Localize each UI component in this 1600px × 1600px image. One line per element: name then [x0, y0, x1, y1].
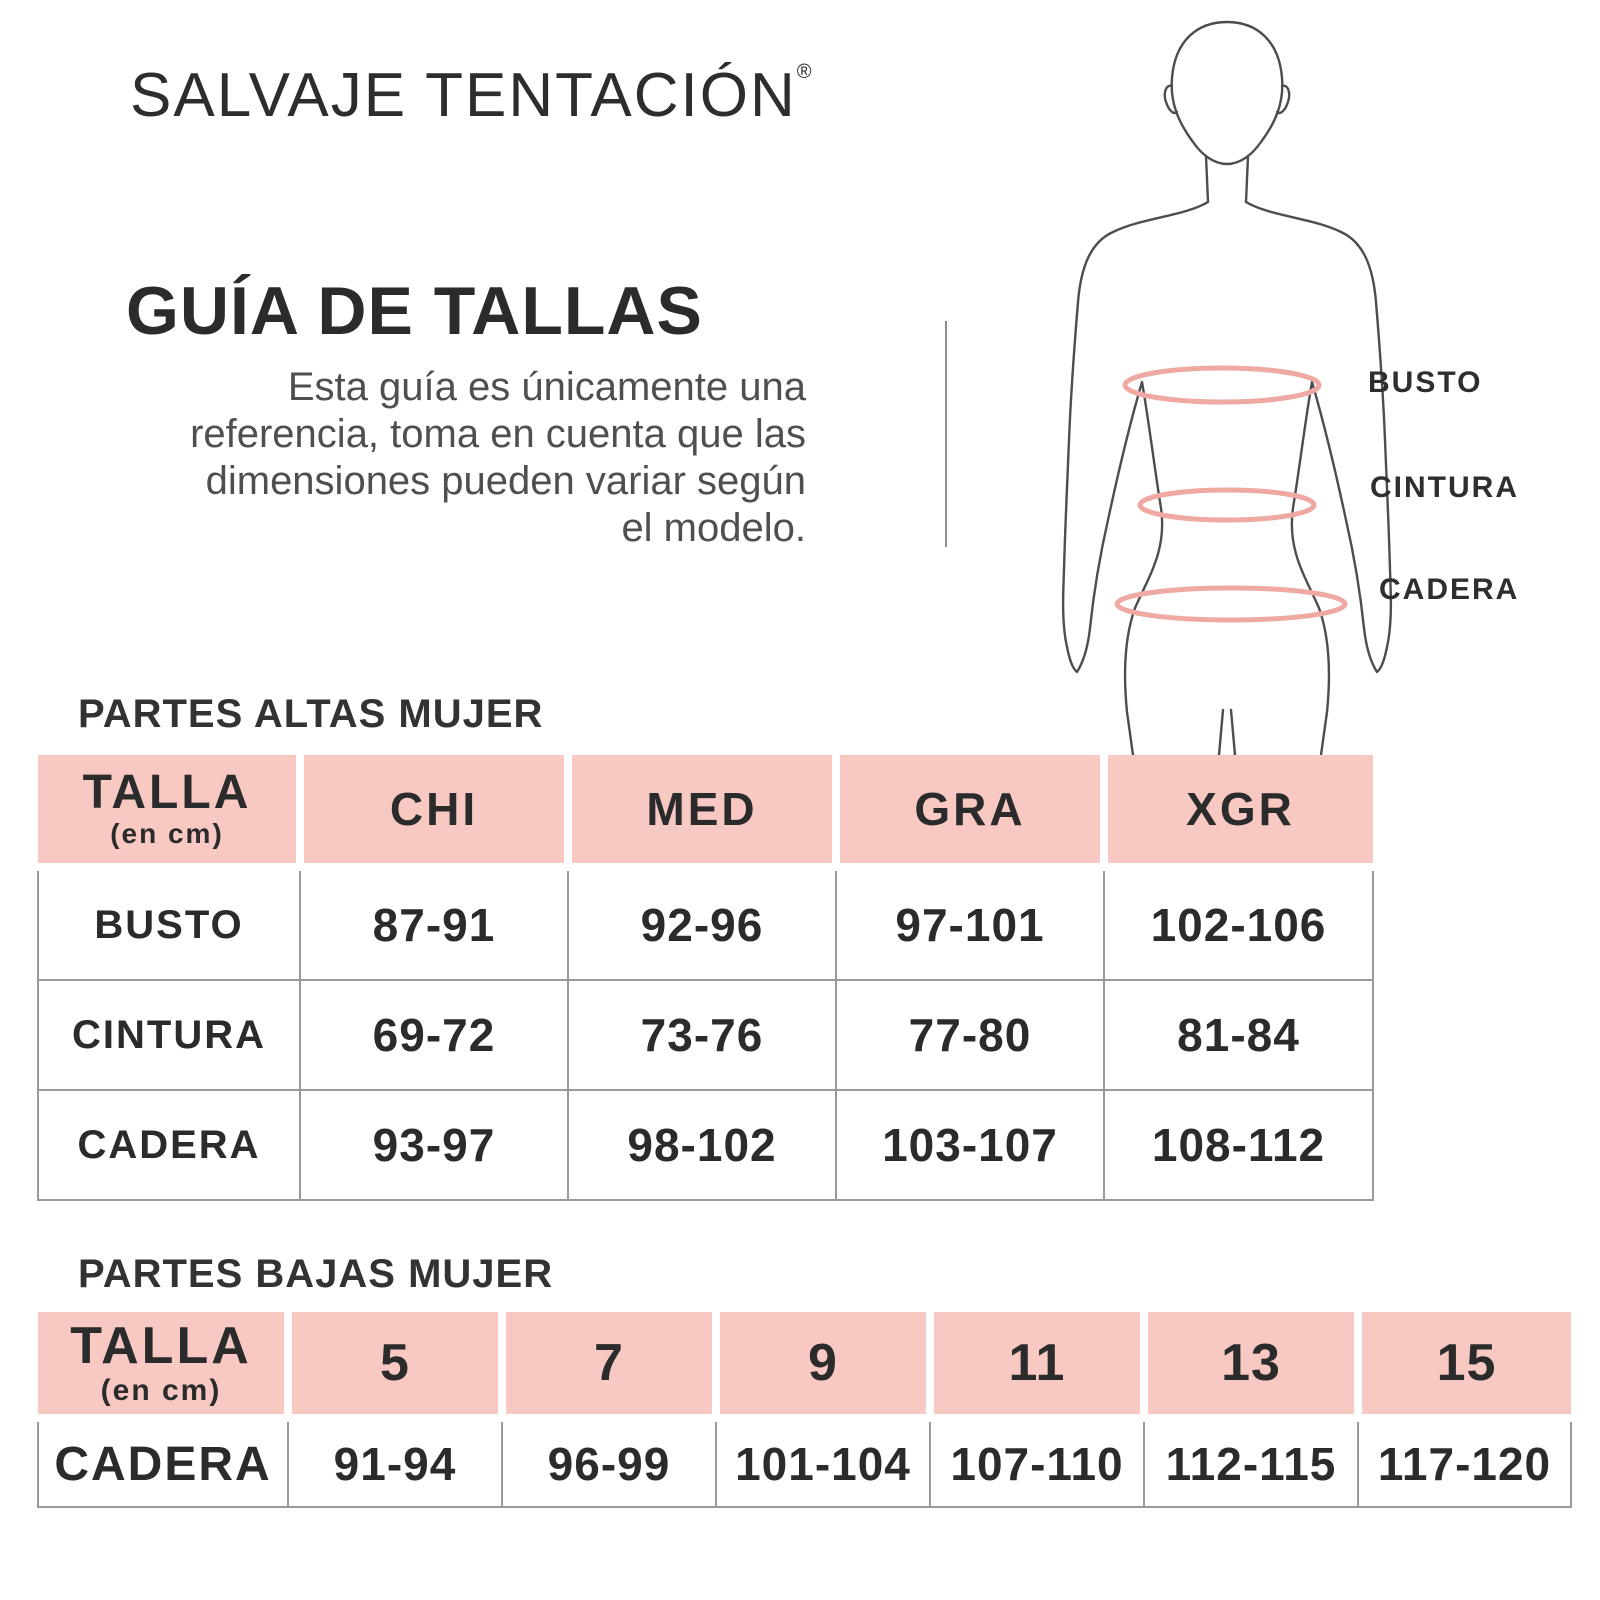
cell-value: 117-120 — [1358, 1418, 1571, 1507]
size-header-cell: 13 — [1144, 1312, 1358, 1418]
size-header-cell: CHI — [300, 755, 568, 867]
waist-label: CINTURA — [1370, 471, 1519, 504]
disclaimer-line: Esta guía es únicamente una — [287, 365, 806, 409]
row-label: CADERA — [38, 1090, 300, 1200]
hip-measure-ellipse — [1117, 588, 1345, 620]
table-row — [38, 1090, 1373, 1200]
talla-title: TALLA — [82, 766, 252, 820]
cell-value: 81-84 — [1104, 980, 1373, 1090]
cell-value: 73-76 — [568, 980, 836, 1090]
size-header-cell: MED — [568, 755, 836, 867]
size-header-cell: GRA — [836, 755, 1104, 867]
cell-value: 87-91 — [300, 867, 568, 980]
tops-size-table — [37, 755, 1374, 1201]
row-label: CADERA — [38, 1418, 288, 1507]
table-row — [38, 1418, 1571, 1507]
cell-value: 98-102 — [568, 1090, 836, 1200]
section-title-bottoms: PARTES BAJAS MUJER — [78, 1252, 554, 1296]
brand-wordmark — [130, 60, 812, 131]
cell-value: 77-80 — [836, 980, 1104, 1090]
hip-label: CADERA — [1379, 573, 1520, 606]
disclaimer-line: referencia, toma en cuenta que las — [190, 412, 806, 456]
row-label: CINTURA — [38, 980, 300, 1090]
bust-label: BUSTO — [1368, 366, 1483, 399]
size-header-cell: 7 — [502, 1312, 716, 1418]
table-header-row — [38, 1312, 1571, 1418]
disclaimer-line: el modelo. — [621, 506, 806, 550]
table-row — [38, 867, 1373, 980]
cell-value: 97-101 — [836, 867, 1104, 980]
size-header-cell: 9 — [716, 1312, 930, 1418]
bust-measure-ellipse — [1125, 368, 1319, 402]
page-title: GUÍA DE TALLAS — [126, 273, 703, 349]
size-header-cell: 11 — [930, 1312, 1144, 1418]
talla-unit: (en cm) — [110, 817, 224, 849]
talla-unit: (en cm) — [100, 1373, 222, 1407]
cell-value: 93-97 — [300, 1090, 568, 1200]
bottoms-size-table — [37, 1312, 1572, 1508]
talla-header-cell — [38, 755, 300, 867]
size-header-cell: 15 — [1358, 1312, 1571, 1418]
cell-value: 102-106 — [1104, 867, 1373, 980]
cell-value: 107-110 — [930, 1418, 1144, 1507]
registered-trademark-icon: ® — [796, 61, 812, 83]
cell-value: 96-99 — [502, 1418, 716, 1507]
table-row — [38, 980, 1373, 1090]
vertical-divider — [945, 321, 947, 547]
female-body-silhouette — [1020, 10, 1420, 755]
cell-value: 92-96 — [568, 867, 836, 980]
guide-disclaimer — [90, 364, 806, 552]
talla-header-cell — [38, 1312, 288, 1418]
row-label: BUSTO — [38, 867, 300, 980]
talla-title: TALLA — [70, 1317, 252, 1376]
cell-value: 101-104 — [716, 1418, 930, 1507]
cell-value: 69-72 — [300, 980, 568, 1090]
cell-value: 112-115 — [1144, 1418, 1358, 1507]
brand-name: SALVAJE TENTACIÓN — [130, 61, 797, 130]
cell-value: 91-94 — [288, 1418, 502, 1507]
cell-value: 108-112 — [1104, 1090, 1373, 1200]
disclaimer-line: dimensiones pueden variar según — [205, 459, 806, 503]
section-title-tops: PARTES ALTAS MUJER — [78, 692, 544, 736]
size-header-cell: 5 — [288, 1312, 502, 1418]
size-header-cell: XGR — [1104, 755, 1373, 867]
waist-measure-ellipse — [1140, 490, 1314, 520]
cell-value: 103-107 — [836, 1090, 1104, 1200]
table-header-row — [38, 755, 1373, 867]
